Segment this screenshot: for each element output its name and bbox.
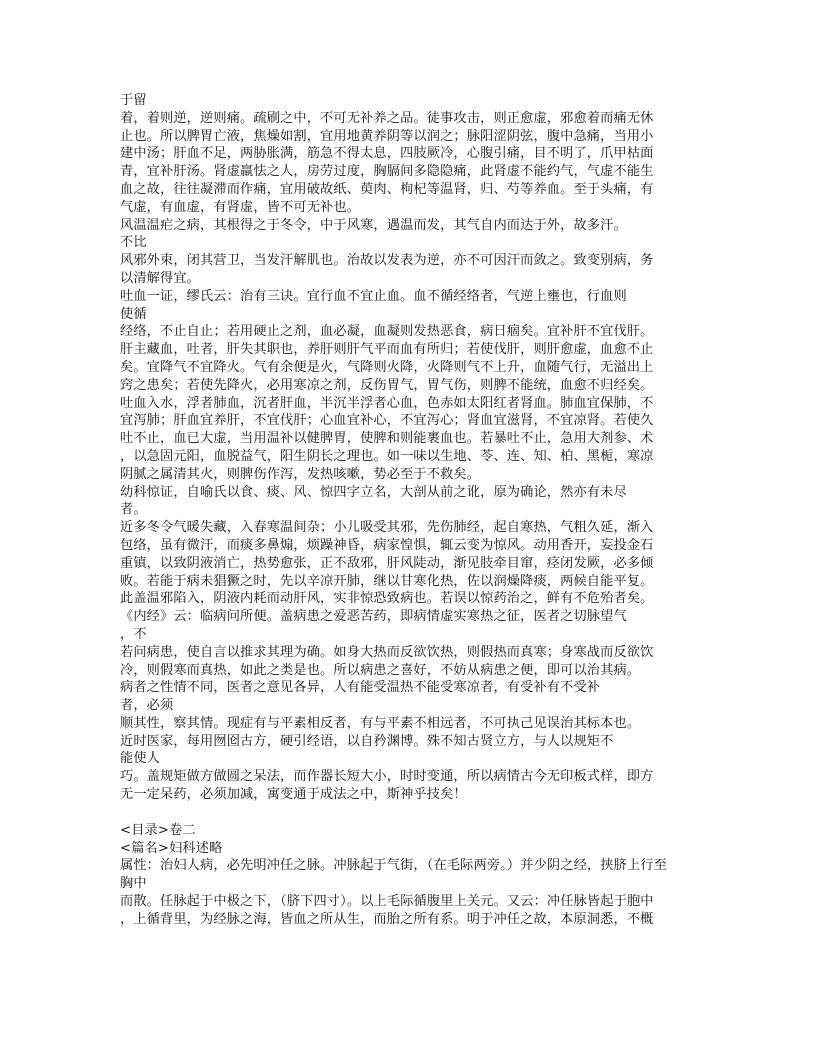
section-text-body — [120, 92, 688, 804]
text-line: 血之故，往往凝滞而作痛，宜用破故纸、萸肉、枸杞等温肾，归、芍等养血。至于头痛，有 — [120, 181, 654, 197]
text-line: 于留 — [120, 93, 147, 108]
text-line: 属性：治妇人病，必先明冲任之脉。冲脉起于气街，（在毛际两旁。）并少阴之经，挟脐上行至 — [120, 858, 667, 874]
text-line: 者。 — [120, 502, 147, 518]
text-line: 吐血一证，缪氏云：治有三诀。宜行血不宜止血。血不循经络者，气逆上壅也，行血则 — [120, 288, 627, 304]
text-line: 以清解得宜。 — [120, 270, 201, 286]
text-line: 使循 — [120, 306, 147, 322]
text-line: 肝主藏血，吐者，肝失其职也，养肝则肝气平而血有所归；若使伐肝，则肝愈虚，血愈不止 — [120, 342, 654, 358]
text-line: 气虚，有血虚，有肾虚，皆不可无补也。 — [120, 199, 361, 215]
text-line: 胸中 — [120, 876, 147, 892]
text-line: 吐血入水，浮者肺血，沉者肝血，半沉半浮者心血，色赤如太阳红者肾血。肺血宜保肺，不 — [120, 395, 654, 411]
text-line: 青，宜补肝汤。肾虚羸怯之人，房劳过度，胸膈间多隐隐痛，此肾虚不能约气，气虚不能生 — [120, 164, 654, 180]
text-line: 而散。任脉起于中极之下，（脐下四寸）。以上毛际循腹里上关元。又云：冲任脉皆起于胞中 — [120, 894, 654, 910]
text-line: 顺其性，察其情。现症有与平素相反者，有与平素不相远者，不可执己见误治其标本也。 — [120, 715, 641, 731]
text-line: 包络，虽有微汗，而痰多鼻煽，烦躁神昏，病家惶惧，辄云变为惊风。动用香开，妄投金石 — [120, 537, 654, 553]
document-page — [120, 92, 688, 929]
text-line: 经络，不止自止；若用硬止之剂，血必凝，血凝则发热恶食，病日痼矣。宜补肝不宜伐肝。 — [120, 324, 654, 340]
text-line: 重镇，以致阴液消亡，热势愈张，正不敌邪，肝风陡动，渐见肢牵目窜，痉闭发厥，必多倾 — [120, 555, 654, 571]
text-line: 不比 — [120, 235, 147, 251]
text-line: 止也。所以脾胃亡液，焦燥如割，宜用地黄养阴等以润之；脉阳涩阴弦，腹中急痛，当用小 — [120, 128, 654, 144]
text-line: 阴腻之属清其火，则脾伤作泻，发热咳嗽，势必至于不救矣。 — [120, 466, 481, 482]
text-line: 宜泻肺；肝血宜养肝，不宜伐肝；心血宜补心，不宜泻心；肾血宜滋肾，不宜凉肾。若使久 — [120, 413, 654, 429]
text-line: 冷，则假寒而真热，如此之类是也。所以病患之喜好，不妨从病患之便，即可以治其病。 — [120, 662, 641, 678]
text-line: ，上循背里，为经脉之海，皆血之所从生，而胎之所有系。明于冲任之故，本原洞悉，不概 — [120, 911, 654, 927]
section-chapter-two — [120, 822, 688, 929]
text-line: 者，必须 — [120, 698, 174, 714]
text-line: 着，着则逆，逆则痛。疏刷之中，不可无补养之品。徒事攻击，则正愈虚，邪愈着而痛无休 — [120, 110, 654, 126]
text-line: ，不 — [120, 626, 147, 642]
text-line: 窍之患矣；若使先降火，必用寒凉之剂，反伤胃气，胃气伤，则脾不能统，血愈不归经矣。 — [120, 377, 654, 393]
text-line: 《内经》云：临病问所便。盖病患之爱恶苦药，即病情虚实寒热之征，医者之切脉望气 — [120, 609, 627, 625]
text-line: ，以急固元阳，血脱益气，阳生阴长之理也。如一味以生地、苓、连、知、柏、黑栀，寒凉 — [120, 448, 654, 464]
text-line: 矣。宜降气不宜降火。气有余便是火，气降则火降，火降则气不上升，血随气行，无溢出上 — [120, 359, 654, 375]
text-line: <篇名>妇科述略 — [120, 840, 223, 856]
text-line: 巧。盖规矩做方做圆之呆法，而作器长短大小，时时变通，所以病情古今无印板式样，即方 — [120, 769, 654, 785]
text-line: 吐不止，血已大虚，当用温补以健脾胃，使脾和则能裹血也。若暴吐不止，急用大剂参、术 — [120, 431, 654, 447]
text-line: 若问病患，使自言以推求其理为确。如身大热而反欲饮热，则假热而真寒；身寒战而反欲饮 — [120, 644, 654, 660]
text-line: 建中汤；肝血不足，两胁胀满，筋急不得太息，四肢厥冷，心腹引痛，目不明了，爪甲枯面 — [120, 146, 654, 162]
text-line: 无一定呆药，必须加减，寓变通于成法之中，斯神乎技矣！ — [120, 787, 467, 803]
text-line: 幼科惊证，自喻氏以食、痰、风、惊四字立名，大剖从前之讹，原为确论，然亦有未尽 — [120, 484, 627, 500]
text-line: <目录>卷二 — [120, 822, 196, 838]
text-line: 能使人 — [120, 751, 161, 767]
text-line: 风温温疟之病，其根得之于冬令，中于风寒，遇温而发，其气自内而达于外，故多汗。 — [120, 217, 627, 233]
text-line: 病者之性情不同，医者之意见各异，人有能受温热不能受寒凉者，有受补有不受补 — [120, 680, 601, 696]
text-line: 近时医家，每用囫囵古方，硬引经语，以自矜渊博。殊不知古贤立方，与人以规矩不 — [120, 733, 614, 749]
text-line: 败。若能于病未猖獗之时，先以辛凉开肺，继以甘寒化热，佐以润燥降痰，两候自能平复。 — [120, 573, 654, 589]
text-line: 风邪外束，闭其营卫，当发汗解肌也。治故以发表为逆，亦不可因汗而敛之。致变别病，务 — [120, 253, 654, 269]
text-line: 此盖温邪陷入，阴液内耗而动肝风，实非惊恐致病也。若误以惊药治之，鲜有不危殆者矣。 — [120, 591, 654, 607]
section-gap — [120, 804, 688, 822]
text-line: 近多冬令气暖失藏，入春寒温间杂；小儿吸受其邪，先伤肺经，起自寒热，气粗久延，渐入 — [120, 520, 654, 536]
